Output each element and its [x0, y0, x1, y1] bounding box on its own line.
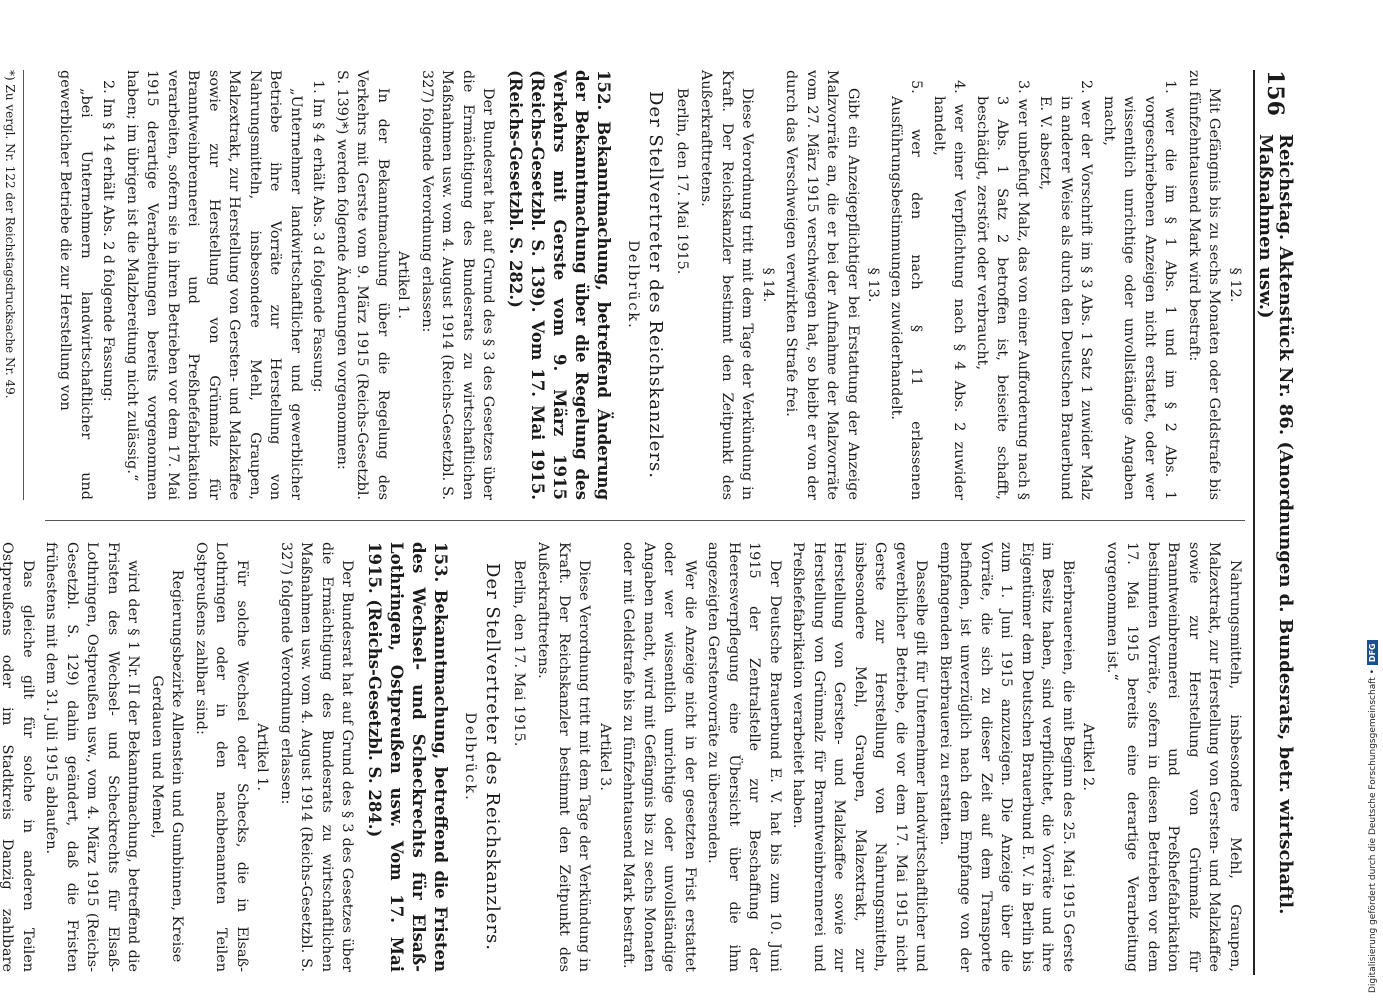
amendment-quote-2: „bei Unternehmern landwirtschaftlicher und gewerblicher Betriebe die zur Herstellung von — [57, 70, 94, 500]
section-12-intro: Mit Gefängnis bis zu sechs Monaten oder Geldstrafe bis zu fünfzehntausend Mark wird bestraft: — [1186, 70, 1223, 500]
article-2-paragraph: Bierbrauereien, die mit Beginn des 25. Mai 1915 Gerste im Besitz haben, sind verpflichtet, die Vorräte und ihre Eigentümer dem Deutschen Brauerbund E. V. in Berlin bis zum 1. Juni 1915 anzuzeigen. Die Anzeige über die Vorräte, die sich zu dieser Zeit auf dem Transporte befinden, ist unverzüglich nach dem Empfange von der empfangenden Bierbrauerei zu erstatten. — [937, 542, 1076, 972]
section-14-title: § 14. — [760, 267, 776, 303]
notice-152-intro: Der Bundesrat hat auf Grund des § 3 des Gesetzes über die Ermächtigung des Bundesrats zu wirtschaftlichen Maßnahmen usw. vom 4. August 1914 (Reichs-Gesetzbl. S. 327) folgende Verordnung erlassen: — [419, 70, 497, 500]
running-header — [1253, 70, 1295, 975]
section-12-item: 5. wer den nach § 11 erlassenen Ausführungsbestimmungen zuwiderhandelt. — [888, 80, 925, 500]
notice-153-heading: 153. Bekanntmachung, betreffend die Fristen des Wechsel- und Scheckrechts für Elsaß-Lothringen, Ostpreußen usw. Vom 17. Mai 1915. (Reichs-Gesetzbl. S. 284.) — [365, 542, 451, 972]
signature-title: Der Stellvertreter des Reichskanzlers. — [645, 91, 667, 479]
article-1-paragraph: Das gleiche gilt für solche in anderen Teilen Ostpreußens oder im Stadtkreis Danzig zahlbare — [0, 542, 36, 972]
place-date: Berlin, den 17. Mai 1915. — [674, 88, 690, 275]
section-14-text: Diese Verordnung tritt mit dem Tage der Verkündung in Kraft. Der Reichskanzler bestimmt den Zeitpunkt des Außerkrafttretens. — [698, 70, 756, 500]
article-1-paragraph: Regierungsbezirke Allenstein und Gumbinnen, Kreise Gerdauen und Memel, — [149, 569, 186, 963]
running-title: Reichstag. Aktenstück Nr. 86. (Anordnungen d. Bundesrats, betr. wirtschaftl. Maßnahmen usw.) — [1255, 133, 1297, 915]
article-3-title: Artikel 3. — [597, 723, 613, 791]
article-3-text: Diese Verordnung tritt mit dem Tage der Verkündung in Kraft. Der Reichskanzler bestimmt den Zeitpunkt des Außerkrafttretens. — [535, 542, 593, 972]
article-1-text: In der Bekanntmachung über die Regelung des Verkehrs mit Gerste vom 9. März 1915 (Reichs-Gesetzbl. S. 139)*) werden folgende Änderungen vorgenommen: — [334, 70, 391, 500]
section-12-item: 1. wer die im § 1 Abs. 1 und im § 2 Abs. 1 vorgeschriebenen Anzeigen nicht erstattet, oder wer wissentlich unrichtige oder unvollständige Angaben macht, — [1101, 80, 1179, 500]
footnote: *) Zu vergl. Nr. 122 der Reichstagsdrucksache Nr. 49. — [0, 70, 25, 500]
section-12-title: § 12. — [1227, 267, 1243, 303]
article-2-title: Artikel 2. — [1080, 723, 1097, 791]
digitization-credit — [1367, 640, 1378, 993]
credit-text: Digitalisierung gefördert durch die Deutsche Forschungsgemeinschaft • — [1367, 669, 1378, 993]
article-1-paragraph: Für solche Wechsel oder Schecks, die in Elsaß-Lothringen oder in den nachbenannten Teilen Ostpreußens zahlbar sind: — [193, 542, 250, 972]
signature-name: Delbrück. — [462, 712, 478, 802]
page-number: 156 — [1262, 70, 1289, 116]
amendment-quote-1: „Unternehmer landwirtschaftlicher und gewerblicher Betriebe ihre Vorräte zur Herstellung von Nahrungsmitteln, insbesondere Mehl, Graupen, Malzextrakt, zur Herstellung von Gersten- und Malzkaffee sowie zur Herstellung von Grünmalz für Branntweinbrennerei und Preßhefefabrikation verarbeiten, sofern sie in ihren Betrieben vor dem 17. Mai 1915 derartige Verarbeitungen bereits vorgenommen haben; im übrigen ist die Malzbereitung nicht zulässig.“ — [124, 70, 304, 500]
article-2-paragraph: Der Deutsche Brauerbund E. V. hat bis zum 10. Juni 1915 der Zentralstelle zur Beschaffung der Heeresverpflegung eine Übersicht über die ihm angezeigten Gerstenvorräte zu übersenden. — [705, 542, 783, 972]
scanned-page — [0, 70, 1295, 975]
article-2-paragraph: Dasselbe gilt für Unternehmer landwirtschaftlicher und gewerblicher Betriebe, die vor dem 17. Mai 1915 nicht Gerste zur Herstellung von Nahrungsmitteln, insbesondere Mehl, Graupen, Malzextrakt, zur Herstellung von Gersten- und Malzkaffee sowie zur Herstellung von Grünmalz für Branntweinbrennerei und Preßhefefabrikation verarbeitet haben. — [790, 542, 930, 972]
article-2-paragraph: Wer die Anzeige nicht in der gesetzten Frist erstattet oder wer wissentlich unrichtige oder unvollständige Angaben macht, wird mit Gefängnis bis zu sechs Monaten oder mit Geldstrafe bis zu fünfzehntausend Mark bestraft. — [620, 542, 698, 972]
notice-152-heading: 152. Bekanntmachung, betreffend Änderung der Bekanntmachung über die Regelung des Verkehrs mit Gerste vom 9. März 1915 (Reichs-Gesetzbl. S. 139). Vom 17. Mai 1915. (Reichs-Gesetzbl. S. 282.) — [506, 70, 614, 500]
left-column — [0, 70, 1245, 500]
section-12-item: 2. wer der Vorschrift im § 3 Abs. 1 Satz 1 zuwider Malz in anderer Weise als durch den Deutschen Brauerbund E. V. absetzt, — [1037, 80, 1095, 500]
amendment-item-1: 1. Im § 4 erhält Abs. 3 d folgende Fassung: — [310, 80, 327, 393]
dfg-logo: DFG — [1367, 640, 1378, 665]
column-divider — [45, 520, 1245, 521]
signature-name: Delbrück. — [625, 240, 641, 330]
signature-title: Der Stellvertreter des Reichskanzlers. — [482, 563, 504, 951]
article-1-title: Artikel 1. — [254, 723, 271, 791]
section-12-item: 3. wer unbefugt Malz, das von einer Aufforderung nach § 3 Abs. 1 Satz 2 betroffen ist, beiseite schafft, beschädigt, zerstört oder verbraucht, — [974, 80, 1031, 500]
right-column — [0, 542, 1245, 972]
continued-text: Nahrungsmitteln, insbesondere Mehl, Graupen, Malzextrakt, zur Herstellung von Gersten- und Malzkaffee sowie zur Herstellung von Grünmalz für Branntweinbrennerei und Preßhefefabrikation bestimmten Vorräte, sofern in diesen Betrieben vor dem 17. Mai 1915 bereits eine derartige Verarbeitung vorgenommen ist.“ — [1104, 542, 1243, 972]
article-1-paragraph: wird der § 1 Nr. II der Bekanntmachung, betreffend die Fristen des Wechsel- und Scheckrechts für Elsaß-Lothringen, Ostpreußen usw., vom 4. März 1915 (Reichs-Gesetzbl. S. 129) dahin geändert, daß die Fristen frühestens mit dem 31. Juli 1915 ablaufen. — [43, 542, 142, 972]
article-1-title: Artikel 1. — [395, 251, 412, 319]
section-12-item: 4. wer einer Verpflichtung nach § 4 Abs. 2 zuwider handelt, — [931, 80, 968, 500]
amendment-item-2: 2. Im § 14 erhält Abs. 2 d folgende Fassung: — [100, 80, 117, 402]
section-13-title: § 13. — [865, 267, 882, 303]
place-date: Berlin, den 17. Mai 1915. — [511, 560, 527, 747]
section-13-text: Gibt ein Anzeigepflichtiger bei Erstattung der Anzeige Malzvorräte an, die er bei der Aufnahme der Malzvorräte vom 27. März 1915 verschwiegen hat, so bleibt er von der durch das Verschweigen verwirkten Strafe frei. — [783, 70, 861, 500]
notice-153-intro: Der Bundesrat hat auf Grund des § 3 des Gesetzes über die Ermächtigung des Bundesrats zu wirtschaftlichen Maßnahmen usw. vom 4. August 1914 (Reichs-Gesetzbl. S. 327) folgende Verordnung erlassen: — [278, 542, 356, 972]
